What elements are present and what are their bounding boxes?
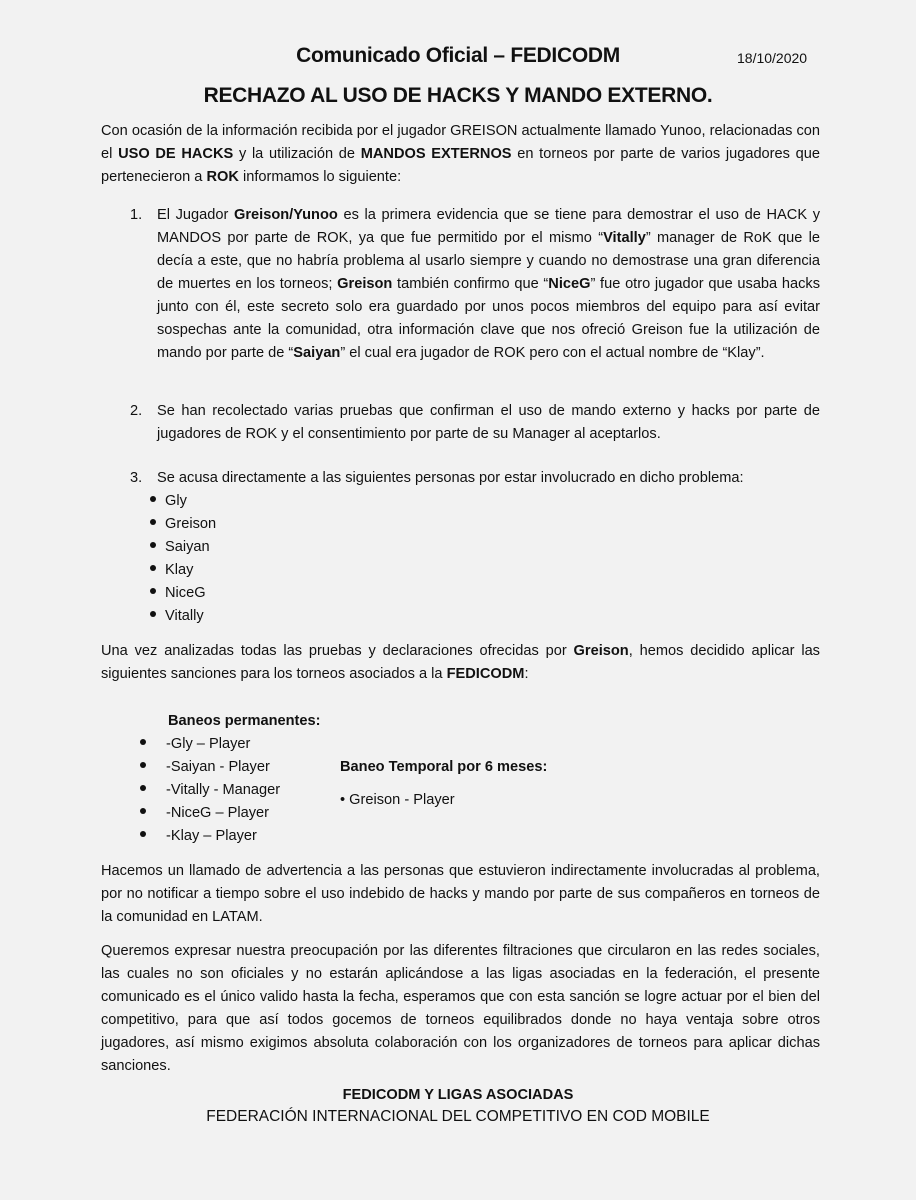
item-text [157,204,820,365]
item-text: Se han recolectado varias pruebas que confirman el uso de mando externo y hacks por parte de jugadores de ROK y el consentimiento por parte de su Manager al aceptarlos. [157,403,820,442]
bold-text: MANDOS EXTERNOS [360,146,512,162]
numbered-item-1 [130,204,820,365]
text: en torneos por parte de varios jugadores que pertenecieron a [101,146,820,185]
bold-text: Greison/Yunoo [234,207,338,223]
list-item-text: -NiceG – Player [166,805,269,821]
text: ” manager de RoK que le decía a este, que no habría problema al usarlo siempre y cuando no demostrase una gran diferencia de muertes en los torneos; [157,230,821,292]
list-item [140,733,280,756]
document-title: Comunicado Oficial – FEDICODM [296,44,620,67]
list-item-text: NiceG [165,585,206,601]
document-subtitle: RECHAZO AL USO DE HACKS Y MANDO EXTERNO. [203,84,713,107]
item-number: 1. [130,207,143,223]
list-item [150,513,216,536]
bullet-icon [150,611,156,617]
text: ” fue otro jugador que usaba hacks junto con él, este secreto solo era guardado por unos pocos miembros del equipo para así evitar sospechas ante la comunidad, otra información clave que nos ofreció Greison fue la utilización de mando por parte de “ [157,276,821,361]
bold-text: Greison [337,276,393,292]
permanent-bans-list [140,733,280,848]
list-item-text: -Saiyan - Player [166,759,270,775]
bullet-icon [150,588,156,594]
list-item [140,756,280,779]
bold-text: NiceG [548,276,591,292]
text: y la utilización de [233,146,361,162]
list-item-text: Saiyan [165,539,210,555]
list-item [140,802,280,825]
list-item [140,825,280,848]
accused-list [150,490,216,628]
text: es la primera evidencia que se tiene para demostrar el uso de HACK y MANDOS por parte de ROK, ya que fue permitido por el mismo “ [157,207,820,246]
bullet-icon [140,762,146,768]
bullet-icon [140,831,146,837]
list-item-text: Klay [165,562,194,578]
list-item [150,536,216,559]
text: : [524,666,529,682]
list-item [150,605,216,628]
list-item-text: -Klay – Player [166,828,257,844]
bullet-icon [150,519,156,525]
item-number: 2. [130,403,143,419]
text: , hemos decidido aplicar las siguientes sanciones para los torneos asociados a la [101,643,820,682]
list-item-text: -Gly – Player [166,736,251,752]
list-item [150,582,216,605]
temporary-ban-heading: Baneo Temporal por 6 meses: [340,759,548,775]
bold-text: ROK [206,169,239,185]
signature-organization: FEDICODM Y LIGAS ASOCIADAS [342,1087,574,1103]
bold-text: USO DE HACKS [118,146,234,162]
intro-paragraph [101,120,820,189]
bullet-icon [140,808,146,814]
text: informamos lo siguiente: [238,169,402,185]
bullet-icon [150,565,156,571]
decision-paragraph [101,640,820,686]
document-date: 18/10/2020 [737,50,808,66]
list-item [150,559,216,582]
list-item-text: Greison [165,516,217,532]
list-item [140,779,280,802]
text: también confirmo que “ [392,276,549,292]
bold-text: Saiyan [293,345,341,361]
list-item [150,490,216,513]
list-item-text: Vitally [165,608,204,624]
signature-full-name: FEDERACIÓN INTERNACIONAL DEL COMPETITIVO EN COD MOBILE [206,1108,710,1125]
bullet-icon [140,785,146,791]
item-number: 3. [130,470,143,486]
numbered-item-3 [130,467,820,490]
bullet-icon [150,542,156,548]
bullet-icon [140,739,146,745]
bullet-icon [150,496,156,502]
text: ” el cual era jugador de ROK pero con el actual nombre de “Klay”. [340,345,765,361]
text: Con ocasión de la información recibida por el jugador GREISON actualmente llamado Yunoo, relacionadas con el [101,123,820,162]
temporary-ban-item: • Greison - Player [340,792,455,808]
bold-text: FEDICODM [446,666,525,682]
numbered-item-2 [130,400,820,446]
concern-paragraph: Queremos expresar nuestra preocupación por las diferentes filtraciones que circularon en las redes sociales, las cuales no son oficiales y no estarán aplicándose a las ligas asociadas en la federación, el presente comunicado es el único valido hasta la fecha, esperamos que con esta sanción se logre actuar por el bien del competitivo, para que así todos gocemos de torneos equilibrados donde no haya ventaja sobre otros jugadores, así mismo exigimos absoluta colaboración con los organizadores de torneos para aplicar dichas sanciones. [101,943,820,1074]
list-item-text: -Vitally - Manager [166,782,281,798]
text: Una vez analizadas todas las pruebas y declaraciones ofrecidas por [101,643,574,659]
list-item-text: Gly [165,493,187,509]
bold-text: Vitally [603,230,646,246]
bold-text: Greison [573,643,629,659]
text: El Jugador [157,207,235,223]
permanent-bans-heading: Baneos permanentes: [168,713,321,729]
item-text: Se acusa directamente a las siguientes personas por estar involucrado en dicho problema: [157,470,744,486]
warning-paragraph: Hacemos un llamado de advertencia a las personas que estuvieron indirectamente involucradas al problema, por no notificar a tiempo sobre el uso indebido de hacks y mando por parte de sus compañeros en torneos de la comunidad en LATAM. [101,863,820,925]
